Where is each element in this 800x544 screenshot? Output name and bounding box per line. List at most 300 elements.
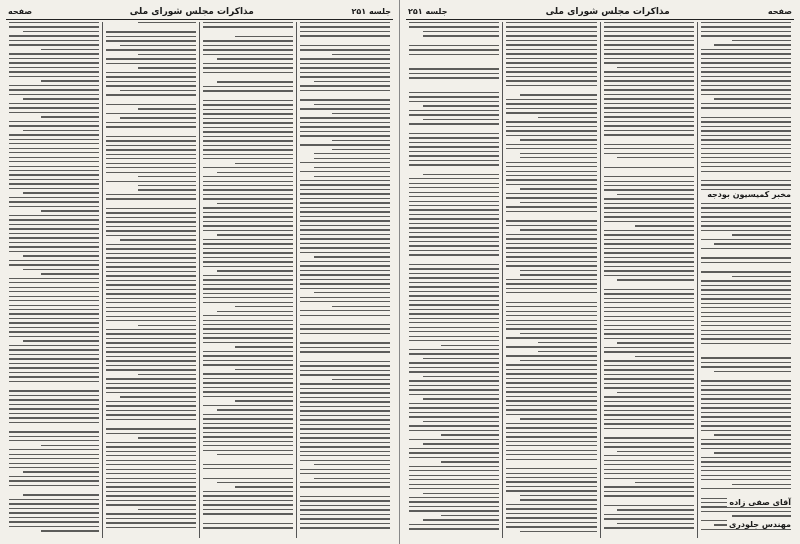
- text-line: [701, 148, 791, 149]
- text-line: [604, 410, 694, 411]
- text-line: [604, 134, 694, 135]
- text-line: [506, 454, 596, 455]
- text-line: [106, 298, 196, 299]
- text-line: [617, 523, 694, 524]
- text-line: [604, 189, 694, 190]
- text-line: [604, 419, 694, 420]
- text-line: [423, 376, 500, 377]
- text-line: [300, 297, 390, 298]
- text-line: [106, 85, 196, 86]
- text-line: [9, 166, 99, 167]
- text-line: [506, 364, 596, 365]
- text-line: [409, 151, 499, 152]
- text-line: [106, 72, 196, 73]
- text-line: [506, 162, 596, 163]
- text-line: [701, 298, 791, 299]
- text-line: [203, 122, 293, 123]
- text-line: [506, 459, 596, 460]
- text-line: [409, 218, 499, 219]
- text-line: [506, 279, 596, 280]
- text-line: [409, 412, 499, 413]
- text-line: [617, 194, 694, 195]
- text-line: [300, 131, 390, 132]
- text-line: [701, 407, 791, 408]
- text-line: [23, 471, 100, 472]
- text-line: [203, 450, 293, 451]
- text-line: [732, 234, 791, 235]
- text-line: [409, 183, 499, 184]
- text-line: [604, 469, 694, 470]
- text-line: [604, 121, 694, 122]
- text-line: [506, 288, 596, 289]
- text-line: [701, 26, 791, 27]
- text-line: [701, 380, 791, 381]
- text-line: [300, 496, 390, 497]
- text-line: [9, 512, 99, 513]
- text-line: [203, 500, 293, 501]
- text-line: [701, 403, 791, 404]
- text-line: [203, 149, 293, 150]
- text-line: [300, 469, 390, 470]
- text-line: [604, 252, 694, 253]
- text-line: [9, 305, 99, 306]
- text-line: [604, 491, 694, 492]
- text-line: [506, 238, 596, 239]
- text-line: [604, 103, 694, 104]
- text-line: [300, 333, 390, 334]
- text-line: [138, 189, 197, 190]
- text-line: [106, 365, 196, 366]
- text-line: [506, 175, 596, 176]
- text-line: [300, 85, 390, 86]
- text-line: [300, 35, 390, 36]
- text-line: [235, 369, 294, 370]
- text-line: [409, 45, 499, 46]
- text-line: [203, 181, 293, 182]
- text-line: [203, 225, 293, 226]
- text-line: [604, 486, 694, 487]
- text-line: [506, 225, 596, 226]
- text-line: [409, 362, 499, 363]
- text-line: [9, 71, 99, 72]
- text-line: [506, 112, 596, 113]
- text-line: [9, 89, 99, 90]
- text-line: [9, 188, 99, 189]
- text-line: [300, 22, 390, 23]
- text-line: [604, 203, 694, 204]
- text-line: [106, 518, 196, 519]
- text-line: [106, 383, 196, 384]
- text-line: [332, 149, 391, 150]
- text-line: [409, 300, 499, 301]
- text-line: [106, 451, 196, 452]
- text-line: [9, 152, 99, 153]
- text-line: [506, 121, 596, 122]
- text-line: [106, 31, 196, 32]
- text-line: [409, 254, 499, 255]
- text-line: [604, 234, 694, 235]
- text-line: [203, 261, 293, 262]
- text-lines: [9, 22, 99, 538]
- text-line: [203, 337, 293, 338]
- text-line: [701, 207, 791, 208]
- text-line: [300, 274, 390, 275]
- text-line: [409, 209, 499, 210]
- text-line: [604, 71, 694, 72]
- text-line: [409, 245, 499, 246]
- text-line: [604, 89, 694, 90]
- text-line: [120, 117, 197, 118]
- text-line: [300, 324, 390, 325]
- text-line: [138, 108, 197, 109]
- text-line: [506, 99, 596, 100]
- text-line: [9, 287, 99, 288]
- text-line: [106, 464, 196, 465]
- text-line: [332, 306, 391, 307]
- text-line: [506, 62, 596, 63]
- text-line: [203, 26, 293, 27]
- text-line: [9, 395, 99, 396]
- text-line: [423, 174, 500, 175]
- text-line: [9, 278, 99, 279]
- text-line: [423, 493, 500, 494]
- text-line: [604, 94, 694, 95]
- text-line: [106, 351, 196, 352]
- text-line: [604, 44, 694, 45]
- left-page-number: صفحه: [8, 7, 33, 16]
- text-line: [506, 144, 596, 145]
- text-line: [106, 149, 196, 150]
- text-line: [506, 387, 596, 388]
- text-line: [506, 135, 596, 136]
- text-line: [217, 482, 294, 483]
- text-line: [604, 125, 694, 126]
- text-line: [409, 313, 499, 314]
- text-line: [203, 387, 293, 388]
- text-line: [138, 67, 197, 68]
- text-line: [9, 436, 99, 437]
- text-line: [106, 302, 196, 303]
- text-line: [203, 391, 293, 392]
- text-line: [506, 76, 596, 77]
- text-line: [9, 264, 99, 265]
- text-line: [106, 419, 196, 420]
- text-line: [9, 197, 99, 198]
- text-line: [506, 315, 596, 316]
- text-line: [409, 164, 499, 165]
- text-line: [506, 445, 596, 446]
- text-line: [203, 378, 293, 379]
- text-line: [203, 22, 293, 23]
- text-line: [314, 478, 391, 479]
- text-line: [701, 257, 791, 258]
- text-line: [9, 219, 99, 220]
- text-line: [120, 239, 197, 240]
- text-line: [106, 208, 196, 209]
- text-line: [9, 251, 99, 252]
- text-line: [409, 371, 499, 372]
- text-line: [506, 391, 596, 392]
- text-line: [23, 31, 100, 32]
- text-line: [701, 448, 791, 449]
- text-line: [9, 76, 99, 77]
- text-line: [604, 221, 694, 222]
- text-line: [701, 121, 791, 122]
- text-line: [9, 228, 99, 229]
- text-line: [506, 441, 596, 442]
- text-line: [714, 371, 791, 372]
- text-line: [203, 221, 293, 222]
- text-line: [409, 524, 499, 525]
- text-line: [106, 76, 196, 77]
- text-line: [604, 369, 694, 370]
- text-line: [701, 321, 791, 322]
- text-line: [506, 53, 596, 54]
- text-line: [506, 328, 596, 329]
- text-line: [604, 505, 694, 506]
- text-line: [300, 482, 390, 483]
- text-line: [714, 98, 791, 99]
- text-line: [520, 153, 597, 154]
- text-line: [300, 460, 390, 461]
- text-line: [300, 500, 390, 501]
- text-line: [203, 423, 293, 424]
- text-line: [9, 40, 99, 41]
- text-line: [604, 387, 694, 388]
- text-line: [106, 257, 196, 258]
- text-line: [409, 497, 499, 498]
- text-line: [604, 148, 694, 149]
- text-line: [300, 193, 390, 194]
- text-line: [701, 330, 791, 331]
- text-line: [203, 355, 293, 356]
- text-line: [300, 424, 390, 425]
- text-line: [300, 220, 390, 221]
- text-line: [506, 302, 596, 303]
- text-line: [203, 360, 293, 361]
- text-line: [41, 116, 100, 117]
- text-line: [701, 153, 791, 154]
- text-line: [520, 270, 597, 271]
- text-line: [300, 451, 390, 452]
- text-line: [604, 437, 694, 438]
- text-line: [106, 271, 196, 272]
- text-line: [604, 298, 694, 299]
- text-line: [217, 203, 294, 204]
- text-line: [300, 162, 390, 163]
- text-line: [300, 523, 390, 524]
- text-line: [506, 130, 596, 131]
- text-line: [203, 54, 293, 55]
- text-line: [604, 40, 694, 41]
- text-line: [9, 62, 99, 63]
- text-line: [604, 302, 694, 303]
- text-lines: [701, 22, 791, 538]
- text-line: [506, 71, 596, 72]
- text-line: [203, 90, 293, 91]
- text-line: [106, 414, 196, 415]
- text-line: [604, 478, 694, 479]
- text-line: [9, 499, 99, 500]
- text-line: [604, 144, 694, 145]
- text-line: [604, 401, 694, 402]
- text-line: [300, 252, 390, 253]
- text-line: [300, 76, 390, 77]
- text-line: [203, 131, 293, 132]
- text-line: [300, 342, 390, 343]
- text-line: [9, 485, 99, 486]
- text-line: [203, 145, 293, 146]
- text-line: [300, 347, 390, 348]
- text-line: [332, 379, 391, 380]
- text-line: [604, 329, 694, 330]
- text-line: [106, 266, 196, 267]
- text-line: [701, 325, 791, 326]
- text-line: [300, 270, 390, 271]
- text-line: [300, 216, 390, 217]
- text-line: [23, 340, 100, 341]
- text-line: [106, 140, 196, 141]
- text-line: [409, 479, 499, 480]
- text-line: [106, 172, 196, 173]
- text-line: [106, 460, 196, 461]
- text-line: [604, 446, 694, 447]
- text-lines: [506, 22, 596, 538]
- text-line: [506, 252, 596, 253]
- text-line: [506, 450, 596, 451]
- text-line: [604, 185, 694, 186]
- text-line: [203, 333, 293, 334]
- text-line: [506, 468, 596, 469]
- text-line: [506, 265, 596, 266]
- text-column: [406, 22, 502, 538]
- text-line: [409, 286, 499, 287]
- text-line: [106, 122, 196, 123]
- text-line: [520, 188, 597, 189]
- text-line: [409, 96, 499, 97]
- text-line: [506, 355, 596, 356]
- text-line: [106, 347, 196, 348]
- text-line: [701, 470, 791, 471]
- text-line: [604, 49, 694, 50]
- text-line: [332, 54, 391, 55]
- text-line: [203, 194, 293, 195]
- text-line: [423, 31, 500, 32]
- text-line: [409, 54, 499, 55]
- text-line: [604, 428, 694, 429]
- text-line: [300, 351, 390, 352]
- text-line: [300, 49, 390, 50]
- text-line: [9, 85, 99, 86]
- text-line: [701, 171, 791, 172]
- text-line: [9, 454, 99, 455]
- text-line: [106, 442, 196, 443]
- text-line: [203, 158, 293, 159]
- text-line: [300, 283, 390, 284]
- text-line: [701, 107, 791, 108]
- text-line: [203, 118, 293, 119]
- text-line: [604, 212, 694, 213]
- text-line: [9, 112, 99, 113]
- text-line: [203, 243, 293, 244]
- text-line: [203, 109, 293, 110]
- text-line: [203, 63, 293, 64]
- text-line: [203, 140, 293, 141]
- left-page-title: مذاکرات مجلس شورای ملی: [129, 6, 254, 17]
- text-line: [217, 81, 294, 82]
- text-line: [203, 464, 293, 465]
- text-line: [409, 407, 499, 408]
- text-line: [604, 396, 694, 397]
- text-line: [106, 333, 196, 334]
- text-line: [441, 345, 500, 346]
- text-line: [701, 89, 791, 90]
- text-line: [106, 378, 196, 379]
- text-line: [9, 260, 99, 261]
- text-line: [423, 421, 500, 422]
- text-line: [217, 454, 294, 455]
- text-line: [203, 491, 293, 492]
- text-line: [106, 136, 196, 137]
- text-line: [409, 425, 499, 426]
- text-line: [506, 166, 596, 167]
- text-column-last: [697, 22, 794, 538]
- text-line: [314, 292, 391, 293]
- text-line: [701, 130, 791, 131]
- text-line: [203, 445, 293, 446]
- text-line: [203, 167, 293, 168]
- text-line: [506, 423, 596, 424]
- text-column: [502, 22, 599, 538]
- text-line: [300, 31, 390, 32]
- left-page-columns: [6, 22, 393, 538]
- text-line: [506, 481, 596, 482]
- text-line: [106, 405, 196, 406]
- text-line: [701, 31, 791, 32]
- text-line: [106, 387, 196, 388]
- text-line: [9, 336, 99, 337]
- text-line: [604, 442, 694, 443]
- text-line: [203, 279, 293, 280]
- text-line: [506, 432, 596, 433]
- text-line: [409, 273, 499, 274]
- text-line: [314, 464, 391, 465]
- text-line: [300, 99, 390, 100]
- text-line: [701, 216, 791, 217]
- text-line: [409, 205, 499, 206]
- text-line: [409, 304, 499, 305]
- text-line: [106, 226, 196, 227]
- text-line: [9, 291, 99, 292]
- text-line: [203, 527, 293, 528]
- text-line: [409, 466, 499, 467]
- text-line: [300, 514, 390, 515]
- text-line: [300, 135, 390, 136]
- text-line: [41, 210, 100, 211]
- text-line: [506, 504, 596, 505]
- text-line: [409, 26, 499, 27]
- text-line: [441, 461, 500, 462]
- text-line: [203, 509, 293, 510]
- text-line: [701, 430, 791, 431]
- text-line: [9, 22, 99, 23]
- text-line: [423, 119, 500, 120]
- text-line: [106, 158, 196, 159]
- text-line: [300, 486, 390, 487]
- text-line: [9, 449, 99, 450]
- text-line: [9, 125, 99, 126]
- text-line: [520, 333, 597, 334]
